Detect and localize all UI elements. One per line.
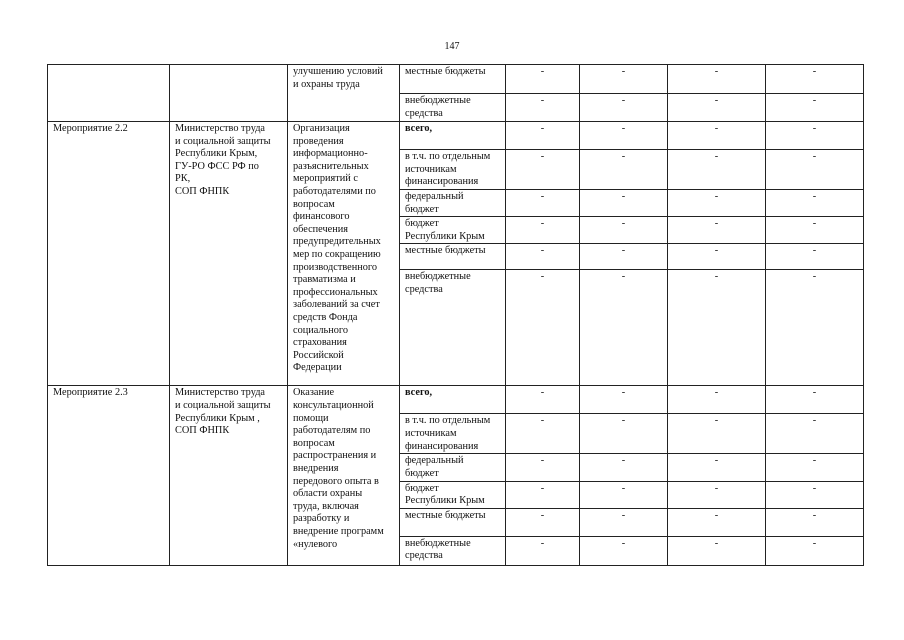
value-cell: -	[580, 481, 668, 508]
funding-source-cell: внебюджетные средства	[400, 536, 506, 565]
value-cell: -	[766, 217, 864, 244]
value-cell: -	[766, 414, 864, 454]
value-cell: -	[668, 150, 766, 190]
value-cell: -	[766, 270, 864, 386]
value-cell: -	[668, 244, 766, 270]
value-cell: -	[506, 536, 580, 565]
value-cell: -	[580, 150, 668, 190]
value-cell: -	[668, 217, 766, 244]
description-cell: Организация проведения информационно- разъяснительных мероприятий с работодателями по вопросам финансового обеспечения предупредительных мер по сокращению производственного травматизма и профессиональных заболеваний за счет средств Фонда социального страхования Российской Федерации	[288, 122, 400, 386]
value-cell: -	[668, 94, 766, 122]
executor-cell	[170, 65, 288, 122]
table-row	[48, 65, 864, 94]
value-cell: -	[506, 190, 580, 217]
value-cell: -	[668, 536, 766, 565]
value-cell: -	[668, 454, 766, 481]
value-cell: -	[766, 122, 864, 150]
funding-source-cell: всего,	[400, 386, 506, 414]
value-cell: -	[506, 508, 580, 536]
value-cell: -	[766, 244, 864, 270]
value-cell: -	[766, 190, 864, 217]
value-cell: -	[668, 481, 766, 508]
executor-cell: Министерство труда и социальной защиты Республики Крым , СОП ФНПК	[170, 386, 288, 565]
value-cell: -	[668, 508, 766, 536]
funding-source-cell: бюджет Республики Крым	[400, 217, 506, 244]
funding-source-cell: в т.ч. по отдельным источникам финансирования	[400, 150, 506, 190]
value-cell: -	[580, 414, 668, 454]
value-cell: -	[580, 270, 668, 386]
value-cell: -	[580, 122, 668, 150]
funding-source-cell: внебюджетные средства	[400, 270, 506, 386]
measure-name-cell: Мероприятие 2.2	[48, 122, 170, 386]
value-cell: -	[766, 508, 864, 536]
value-cell: -	[766, 386, 864, 414]
value-cell: -	[506, 217, 580, 244]
value-cell: -	[580, 244, 668, 270]
funding-source-cell: местные бюджеты	[400, 244, 506, 270]
value-cell: -	[766, 481, 864, 508]
funding-source-cell: в т.ч. по отдельным источникам финансирования	[400, 414, 506, 454]
executor-cell: Министерство труда и социальной защиты Республики Крым, ГУ-РО ФСС РФ по РК, СОП ФНПК	[170, 122, 288, 386]
value-cell: -	[580, 217, 668, 244]
value-cell: -	[580, 386, 668, 414]
measure-name-cell	[48, 65, 170, 122]
value-cell: -	[580, 508, 668, 536]
value-cell: -	[668, 65, 766, 94]
value-cell: -	[668, 190, 766, 217]
page-number: 147	[444, 41, 460, 52]
value-cell: -	[506, 122, 580, 150]
funding-source-cell: федеральный бюджет	[400, 454, 506, 481]
value-cell: -	[766, 65, 864, 94]
value-cell: -	[506, 454, 580, 481]
value-cell: -	[506, 150, 580, 190]
value-cell: -	[506, 270, 580, 386]
value-cell: -	[506, 94, 580, 122]
value-cell: -	[506, 244, 580, 270]
value-cell: -	[668, 414, 766, 454]
value-cell: -	[668, 122, 766, 150]
value-cell: -	[580, 65, 668, 94]
funding-source-cell: внебюджетные средства	[400, 94, 506, 122]
value-cell: -	[506, 386, 580, 414]
table-row	[48, 122, 864, 150]
funding-source-cell: бюджет Республики Крым	[400, 481, 506, 508]
value-cell: -	[766, 536, 864, 565]
value-cell: -	[580, 454, 668, 481]
value-cell: -	[766, 94, 864, 122]
value-cell: -	[580, 536, 668, 565]
value-cell: -	[766, 454, 864, 481]
value-cell: -	[506, 65, 580, 94]
funding-source-cell: всего,	[400, 122, 506, 150]
financing-table	[47, 64, 864, 566]
measure-name-cell: Мероприятие 2.3	[48, 386, 170, 565]
funding-source-cell: федеральный бюджет	[400, 190, 506, 217]
value-cell: -	[506, 481, 580, 508]
value-cell: -	[766, 150, 864, 190]
description-cell: улучшению условий и охраны труда	[288, 65, 400, 122]
value-cell: -	[506, 414, 580, 454]
value-cell: -	[580, 94, 668, 122]
funding-source-cell: местные бюджеты	[400, 508, 506, 536]
description-cell: Оказание консультационной помощи работодателям по вопросам распространения и внедрения передового опыта в области охраны труда, включая разработку и внедрение программ «нулевого	[288, 386, 400, 565]
table-row	[48, 386, 864, 414]
value-cell: -	[668, 270, 766, 386]
value-cell: -	[580, 190, 668, 217]
funding-source-cell: местные бюджеты	[400, 65, 506, 94]
value-cell: -	[668, 386, 766, 414]
